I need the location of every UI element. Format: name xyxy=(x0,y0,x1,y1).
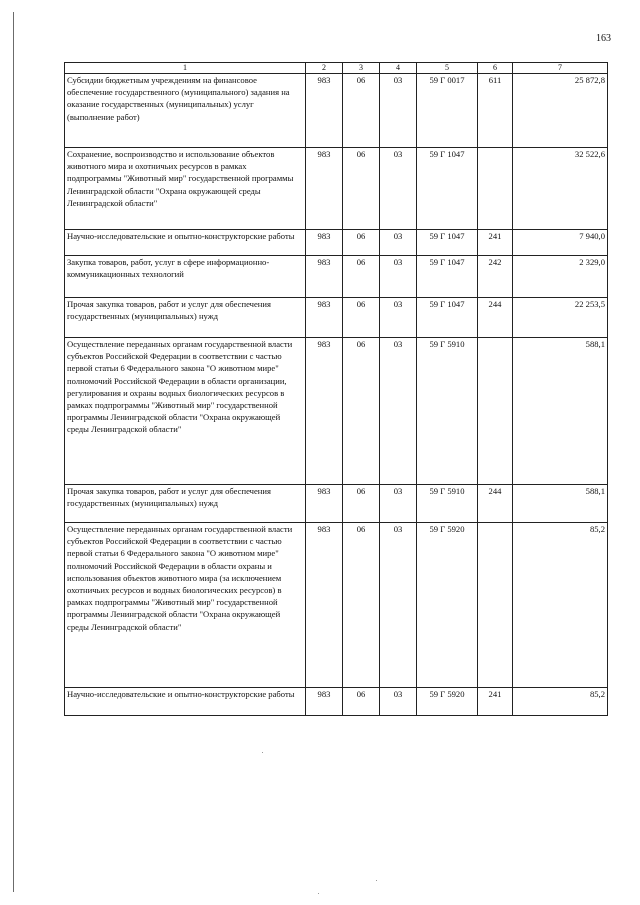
row-subsection-code: 03 xyxy=(380,74,417,148)
row-expense-type xyxy=(478,148,513,230)
row-ministry-code: 983 xyxy=(306,523,343,688)
header-col-2: 2 xyxy=(306,63,343,74)
row-section-code: 06 xyxy=(343,338,380,485)
row-expense-type: 241 xyxy=(478,230,513,256)
row-expense-type: 611 xyxy=(478,74,513,148)
scan-edge-line xyxy=(13,12,14,892)
row-ministry-code: 983 xyxy=(306,338,343,485)
row-expense-type: 241 xyxy=(478,688,513,716)
row-ministry-code: 983 xyxy=(306,148,343,230)
row-ministry-code: 983 xyxy=(306,256,343,298)
row-amount: 7 940,0 xyxy=(513,230,608,256)
table-row xyxy=(65,523,608,688)
row-subsection-code: 03 xyxy=(380,148,417,230)
row-name: Сохранение, воспроизводство и использование объектов животного мира и охотничьих ресурсов в рамках подпрограммы "Животный мир" государственной программы Ленинградской области "Охрана окружающей среды Ленинградской области" xyxy=(65,148,306,230)
row-ministry-code: 983 xyxy=(306,485,343,523)
table-row xyxy=(65,338,608,485)
scan-speck xyxy=(318,893,319,894)
row-expense-type: 244 xyxy=(478,485,513,523)
table-row xyxy=(65,230,608,256)
row-name: Закупка товаров, работ, услуг в сфере информационно-коммуникационных технологий xyxy=(65,256,306,298)
header-col-3: 3 xyxy=(343,63,380,74)
row-subsection-code: 03 xyxy=(380,230,417,256)
row-expense-type xyxy=(478,523,513,688)
header-col-5: 5 xyxy=(417,63,478,74)
row-amount: 25 872,8 xyxy=(513,74,608,148)
row-target-code: 59 Г 5920 xyxy=(417,523,478,688)
row-ministry-code: 983 xyxy=(306,230,343,256)
row-section-code: 06 xyxy=(343,256,380,298)
row-section-code: 06 xyxy=(343,298,380,338)
row-subsection-code: 03 xyxy=(380,298,417,338)
table-row xyxy=(65,256,608,298)
row-amount: 22 253,5 xyxy=(513,298,608,338)
table-row xyxy=(65,148,608,230)
row-section-code: 06 xyxy=(343,688,380,716)
row-name: Научно-исследовательские и опытно-конструкторские работы xyxy=(65,688,306,716)
row-amount: 32 522,6 xyxy=(513,148,608,230)
row-name: Прочая закупка товаров, работ и услуг для обеспечения государственных (муниципальных) нужд xyxy=(65,298,306,338)
row-amount: 2 329,0 xyxy=(513,256,608,298)
table-row xyxy=(65,74,608,148)
row-subsection-code: 03 xyxy=(380,688,417,716)
row-target-code: 59 Г 1047 xyxy=(417,230,478,256)
page-number: 163 xyxy=(596,33,611,44)
table-row xyxy=(65,485,608,523)
row-name: Прочая закупка товаров, работ и услуг для обеспечения государственных (муниципальных) нужд xyxy=(65,485,306,523)
row-expense-type xyxy=(478,338,513,485)
row-expense-type: 244 xyxy=(478,298,513,338)
row-name: Осуществление переданных органам государственной власти субъектов Российской Федерации в соответствии с частью первой статьи 6 Федерального закона "О животном мире" полномочий Российской Федерации в области охраны и использования объектов животного мира (за исключением охотничьих ресурсов и водных биологических ресурсов) в рамках подпрограммы "Животный мир" государственной программы Ленинградской области "Охрана окружающей среды Ленинградской области" xyxy=(65,523,306,688)
row-amount: 85,2 xyxy=(513,523,608,688)
header-col-1: 1 xyxy=(65,63,306,74)
row-target-code: 59 Г 1047 xyxy=(417,256,478,298)
row-subsection-code: 03 xyxy=(380,256,417,298)
row-target-code: 59 Г 5910 xyxy=(417,338,478,485)
row-ministry-code: 983 xyxy=(306,74,343,148)
row-section-code: 06 xyxy=(343,74,380,148)
row-expense-type: 242 xyxy=(478,256,513,298)
scan-speck xyxy=(262,752,263,753)
table-row xyxy=(65,688,608,716)
row-amount: 85,2 xyxy=(513,688,608,716)
row-section-code: 06 xyxy=(343,230,380,256)
row-target-code: 59 Г 0017 xyxy=(417,74,478,148)
row-subsection-code: 03 xyxy=(380,338,417,485)
scan-speck xyxy=(376,880,377,881)
row-target-code: 59 Г 5920 xyxy=(417,688,478,716)
row-target-code: 59 Г 1047 xyxy=(417,148,478,230)
header-col-7: 7 xyxy=(513,63,608,74)
row-target-code: 59 Г 1047 xyxy=(417,298,478,338)
row-amount: 588,1 xyxy=(513,485,608,523)
row-subsection-code: 03 xyxy=(380,523,417,688)
row-target-code: 59 Г 5910 xyxy=(417,485,478,523)
row-amount: 588,1 xyxy=(513,338,608,485)
row-name: Субсидии бюджетным учреждениям на финансовое обеспечение государственного (муниципального) задания на оказание государственных (муниципальных) услуг (выполнение работ) xyxy=(65,74,306,148)
header-col-4: 4 xyxy=(380,63,417,74)
row-name: Осуществление переданных органам государственной власти субъектов Российской Федерации в соответствии с частью первой статьи 6 Федерального закона "О животном мире" полномочий Российской Федерации в области организации, регулирования и охраны водных биологических ресурсов в рамках подпрограммы "Животный мир" государственной программы Ленинградской области "Охрана окружающей среды Ленинградской области" xyxy=(65,338,306,485)
table-row xyxy=(65,298,608,338)
header-col-6: 6 xyxy=(478,63,513,74)
row-name: Научно-исследовательские и опытно-конструкторские работы xyxy=(65,230,306,256)
row-ministry-code: 983 xyxy=(306,688,343,716)
row-section-code: 06 xyxy=(343,523,380,688)
row-subsection-code: 03 xyxy=(380,485,417,523)
budget-table xyxy=(64,62,608,716)
table-header-row xyxy=(65,63,608,74)
row-section-code: 06 xyxy=(343,148,380,230)
row-ministry-code: 983 xyxy=(306,298,343,338)
row-section-code: 06 xyxy=(343,485,380,523)
